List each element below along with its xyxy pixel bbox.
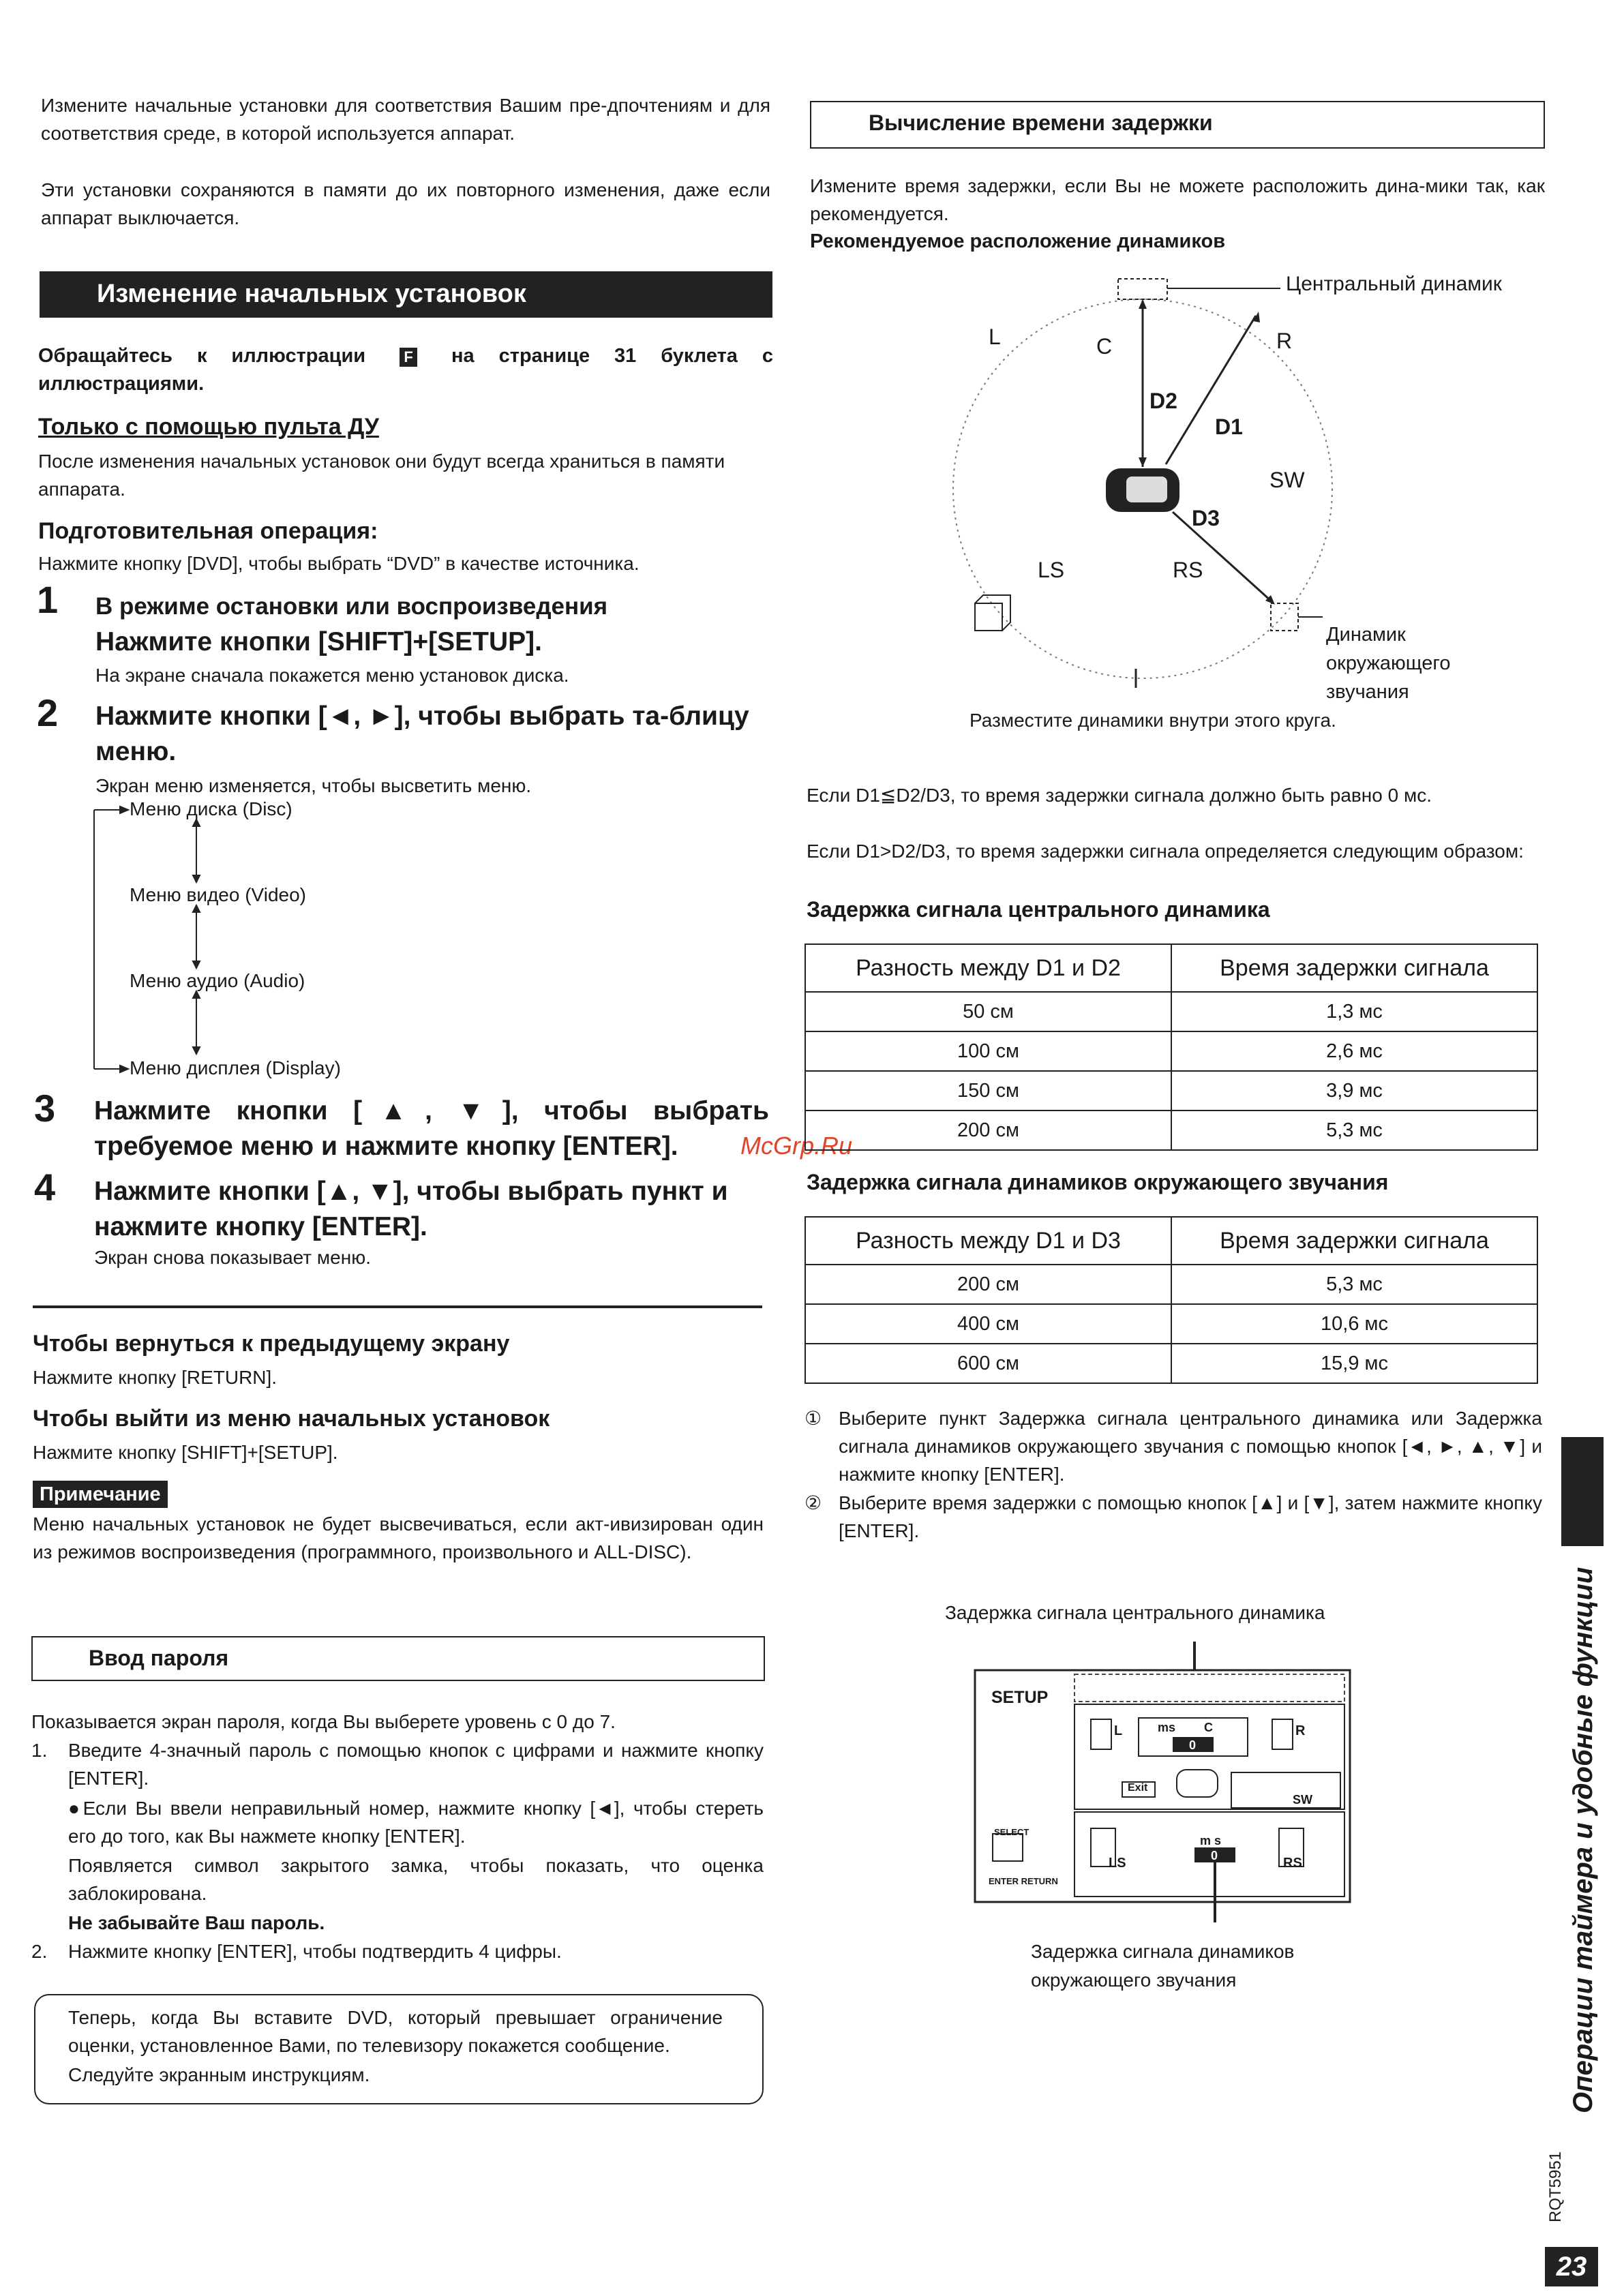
label-SW: SW bbox=[1269, 468, 1305, 492]
condition-2: Если D1>D2/D3, то время задержки сигнала определяется следующим образом: bbox=[807, 841, 1524, 862]
center-speaker-icon bbox=[1118, 279, 1167, 299]
table-cell: 200 см bbox=[805, 1265, 1171, 1304]
screen-C: C bbox=[1204, 1721, 1213, 1734]
table-cell: 100 см bbox=[805, 1031, 1171, 1071]
table-cell: 15,9 мс bbox=[1171, 1344, 1537, 1383]
delay-intro: Измените время задержки, если Вы не можете расположить дина-мики так, как рекомендуется. bbox=[810, 175, 1545, 224]
password-title-box bbox=[31, 1636, 765, 1681]
illustration-badge: F bbox=[400, 348, 417, 367]
pw-item-2: Нажмите кнопку [ENTER], чтобы подтвердить 4 цифры. bbox=[68, 1941, 562, 1962]
pw-lock: Появляется символ закрытого замка, чтобы показать, что оценка заблокирована. bbox=[68, 1855, 764, 1904]
menu-video: Меню видео (Video) bbox=[130, 884, 306, 905]
surround-delay-table bbox=[805, 1216, 1538, 1384]
label-D3: D3 bbox=[1192, 506, 1220, 530]
surround-label-line-2: окружающего bbox=[1326, 652, 1451, 674]
table-cell: 2,6 мс bbox=[1171, 1031, 1537, 1071]
watermark: McGrp.Ru bbox=[740, 1132, 853, 1160]
surround-table-header-2: Время задержки сигнала bbox=[1171, 1217, 1537, 1265]
screen-enter-return: ENTER RETURN bbox=[989, 1876, 1058, 1886]
step-3-number: 3 bbox=[34, 1087, 56, 1130]
note-label: Примечание bbox=[33, 1481, 168, 1508]
table-row bbox=[805, 1304, 1537, 1344]
note-text: Меню начальных установок не будет высвечиваться, если акт-ивизирован один из режимов воспроизведения (программного, произвольного и ALL-DISC). bbox=[33, 1513, 764, 1562]
table-cell: 200 см bbox=[805, 1111, 1171, 1150]
surround-table-header-1: Разность между D1 и D3 bbox=[805, 1217, 1171, 1265]
intro-paragraph-2: Эти установки сохраняются в памяти до их повторного изменения, даже если аппарат выключается. bbox=[41, 179, 770, 228]
exit-title: Чтобы выйти из меню начальных установок bbox=[33, 1406, 550, 1432]
menu-display: Меню дисплея (Display) bbox=[130, 1057, 341, 1078]
table-row bbox=[805, 1111, 1537, 1150]
screen-exit: Exit bbox=[1128, 1782, 1148, 1794]
info-box bbox=[34, 1994, 764, 2104]
table-row bbox=[805, 992, 1537, 1031]
remote-only-title: Только с помощью пульта ДУ bbox=[38, 414, 379, 440]
intro-paragraph-1: Измените начальные установки для соответствия Вашим пре-дпочтениям и для соответствия среде, в которой используется аппарат. bbox=[41, 95, 770, 144]
instr-1: Выберите пункт Задержка сигнала центрального динамика или Задержка сигнала динамиков окружающего звучания с помощью кнопок [◄, ►, ▲, ▼] и нажмите кнопку [ENTER]. bbox=[839, 1408, 1542, 1485]
screen-value-bottom: 0 bbox=[1211, 1849, 1218, 1862]
label-D2: D2 bbox=[1149, 389, 1177, 413]
screen-value-top: 0 bbox=[1189, 1738, 1197, 1752]
remote-only-text: После изменения начальных установок они будут всегда храниться в памяти аппарата. bbox=[38, 451, 725, 500]
label-LS: LS bbox=[1038, 558, 1065, 582]
step-4-number: 4 bbox=[34, 1166, 56, 1209]
section-title: Изменение начальных установок bbox=[97, 280, 526, 308]
table-cell: 1,3 мс bbox=[1171, 992, 1537, 1031]
table-cell: 150 см bbox=[805, 1071, 1171, 1111]
screen-top-label: Задержка сигнала центрального динамика bbox=[945, 1602, 1325, 1623]
step-2-title: Нажмите кнопки [◄, ►], чтобы выбрать та-блицу меню. bbox=[95, 701, 749, 766]
pw-item-1-num: 1. bbox=[31, 1740, 48, 1761]
side-tab bbox=[1561, 1437, 1604, 1546]
instr-1-num: ① bbox=[805, 1408, 822, 1429]
screen-ms-bottom: m s bbox=[1200, 1834, 1222, 1847]
menu-updown-arrows bbox=[184, 818, 211, 1063]
screen-L: L bbox=[1114, 1723, 1123, 1738]
screen-ms-top: ms bbox=[1158, 1721, 1176, 1734]
menu-disc: Меню диска (Disc) bbox=[130, 798, 292, 819]
info-box-text: Теперь, когда Вы вставите DVD, который превышает ограничение оценки, установленное Вами, по телевизору покажется сообщение. bbox=[68, 2007, 723, 2056]
divider bbox=[33, 1305, 762, 1308]
label-R: R bbox=[1276, 329, 1293, 353]
prep-text: Нажмите кнопку [DVD], чтобы выбрать “DVD” в качестве источника. bbox=[38, 553, 640, 574]
info-box-text-2: Следуйте экранным инструкциям. bbox=[68, 2064, 370, 2085]
prep-title: Подготовительная операция: bbox=[38, 518, 378, 544]
condition-1: Если D1≦D2/D3, то время задержки сигнала должно быть равно 0 мс. bbox=[807, 785, 1432, 806]
refer-text bbox=[38, 342, 773, 398]
password-title: Ввод пароля bbox=[89, 1646, 229, 1670]
screen-select: SELECT bbox=[994, 1827, 1029, 1837]
pw-item-2-num: 2. bbox=[31, 1941, 48, 1962]
table-row bbox=[805, 1071, 1537, 1111]
surround-label-line-1: Динамик bbox=[1326, 624, 1406, 646]
d3-line bbox=[1173, 512, 1272, 602]
center-table-header-2: Время задержки сигнала bbox=[1171, 944, 1537, 992]
vertical-section-title: Операции таймера и удобные функции bbox=[1568, 1567, 1598, 2113]
d1-line bbox=[1166, 316, 1256, 464]
center-delay-table bbox=[805, 943, 1538, 1151]
refer-after: на странице 31 буклета с иллюстрациями. bbox=[38, 345, 773, 395]
doc-code: RQT5951 bbox=[1546, 2151, 1565, 2222]
step-1-title: Нажмите кнопки [SHIFT]+[SETUP]. bbox=[95, 627, 542, 656]
layout-title: Рекомендуемое расположение динамиков bbox=[810, 230, 1226, 252]
delay-title-box bbox=[810, 101, 1545, 149]
menu-cycle-arrows bbox=[82, 798, 150, 1084]
table-cell: 5,3 мс bbox=[1171, 1111, 1537, 1150]
ls-speaker-icon bbox=[975, 603, 1002, 631]
table-cell: 600 см bbox=[805, 1344, 1171, 1383]
instr-2-num: ② bbox=[805, 1492, 822, 1513]
table-cell: 3,9 мс bbox=[1171, 1071, 1537, 1111]
surround-label-line-3: звучания bbox=[1326, 681, 1409, 703]
table-cell: 400 см bbox=[805, 1304, 1171, 1344]
pw-remember: Не забывайте Ваш пароль. bbox=[68, 1912, 325, 1933]
label-RS: RS bbox=[1173, 558, 1203, 582]
step-3-title: Нажмите кнопки [▲, ▼], чтобы выбрать требуемое меню и нажмите кнопку [ENTER]. bbox=[94, 1096, 769, 1161]
section-title-bar bbox=[40, 271, 772, 318]
menu-audio: Меню аудио (Audio) bbox=[130, 970, 305, 991]
screen-RS: RS bbox=[1283, 1856, 1302, 1871]
screen-LS: LS bbox=[1109, 1856, 1126, 1871]
screen-R: R bbox=[1295, 1723, 1306, 1738]
table-row bbox=[805, 1344, 1537, 1383]
instr-2: Выберите время задержки с помощью кнопок [▲] и [▼], затем нажмите кнопку [ENTER]. bbox=[839, 1492, 1542, 1541]
page-number: 23 bbox=[1545, 2247, 1598, 2286]
surround-speaker-label bbox=[1326, 620, 1450, 706]
pw-bullet: ●Если Вы ввели неправильный номер, нажмите кнопку [◄], чтобы стереть его до того, как Вы нажмете кнопку [ENTER]. bbox=[68, 1798, 764, 1847]
table-cell: 10,6 мс bbox=[1171, 1304, 1537, 1344]
step-4-desc: Экран снова показывает меню. bbox=[94, 1247, 371, 1268]
return-title: Чтобы вернуться к предыдущему экрану bbox=[33, 1331, 510, 1357]
screen-SW: SW bbox=[1293, 1793, 1312, 1807]
step-2-number: 2 bbox=[37, 691, 59, 734]
rs-speaker-icon bbox=[1271, 603, 1298, 631]
return-text: Нажмите кнопку [RETURN]. bbox=[33, 1367, 277, 1388]
label-L: L bbox=[989, 324, 1001, 349]
center-table-title: Задержка сигнала центрального динамика bbox=[807, 897, 1270, 922]
table-cell: 5,3 мс bbox=[1171, 1265, 1537, 1304]
step-1-subtitle: В режиме остановки или воспроизведения bbox=[95, 593, 608, 620]
table-cell: 50 см bbox=[805, 992, 1171, 1031]
step-4-title: Нажмите кнопки [▲, ▼], чтобы выбрать пункт и нажмите кнопку [ENTER]. bbox=[94, 1177, 728, 1241]
exit-text: Нажмите кнопку [SHIFT]+[SETUP]. bbox=[33, 1442, 338, 1463]
screen-bottom-label-1: Задержка сигнала динамиков bbox=[1031, 1941, 1295, 1962]
surround-table-title: Задержка сигнала динамиков окружающего звучания bbox=[807, 1170, 1389, 1194]
label-D1: D1 bbox=[1215, 414, 1243, 439]
step-1-desc: На экране сначала покажется меню установок диска. bbox=[95, 665, 569, 686]
delay-title: Вычисление времени задержки bbox=[869, 110, 1213, 135]
setup-label: SETUP bbox=[991, 1688, 1049, 1707]
center-table-header-1: Разность между D1 и D2 bbox=[805, 944, 1171, 992]
screen-bottom-label-2: окружающего звучания bbox=[1031, 1969, 1237, 1991]
table-row bbox=[805, 1265, 1537, 1304]
center-speaker-label: Центральный динамик bbox=[1286, 273, 1502, 295]
step-1-number: 1 bbox=[37, 578, 59, 621]
pw-item-1: Введите 4-значный пароль с помощью кнопок с цифрами и нажмите кнопку [ENTER]. bbox=[68, 1740, 764, 1789]
step-2-desc: Экран меню изменяется, чтобы высветить меню. bbox=[95, 775, 532, 796]
refer-before: Обращайтесь к иллюстрации bbox=[38, 345, 366, 367]
table-row bbox=[805, 1031, 1537, 1071]
label-C: C bbox=[1096, 334, 1113, 359]
password-intro: Показывается экран пароля, когда Вы выберете уровень с 0 до 7. bbox=[31, 1711, 616, 1732]
diagram-caption: Разместите динамики внутри этого круга. bbox=[969, 710, 1336, 731]
screen-bottom-label bbox=[1031, 1937, 1294, 1995]
